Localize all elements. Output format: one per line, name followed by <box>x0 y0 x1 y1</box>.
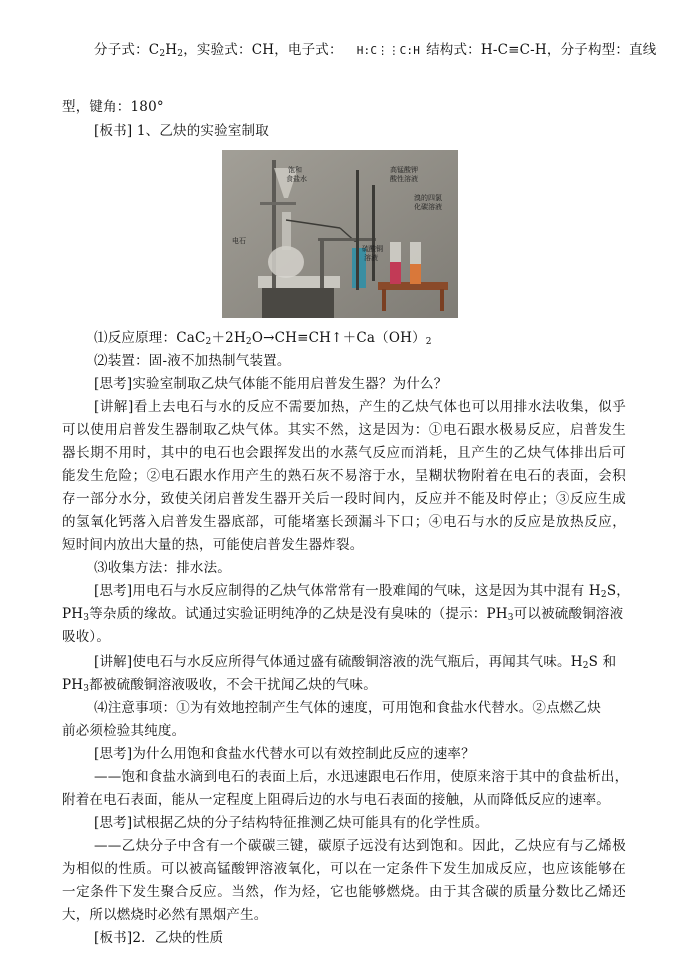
paragraph-line: ——饱和食盐水滴到电石的表面上后，水迅速跟电石作用，使原来溶于其中的食盐析出， <box>94 769 629 785</box>
formula-line <box>94 40 657 64</box>
board-heading: [板书]2．乙炔的性质 <box>94 930 224 946</box>
think-question: [思考]试根据乙炔的分子结构特征推测乙炔可能具有的化学性质。 <box>94 815 489 831</box>
text: PH <box>62 606 84 622</box>
text: S 和 <box>588 654 617 670</box>
subscript: 2 <box>582 661 589 671</box>
paragraph-line: ⑶收集方法：排水法。 <box>94 560 231 576</box>
paragraph-line: 短时间内放出大量的热，可能使启普发生器炸裂。 <box>62 537 364 553</box>
paragraph-line <box>62 859 626 879</box>
paragraph-line: $PH_3$等杂质的缘故。试通过实验证明纯净的乙炔是没有臭味的（提示：$PH_3$可以被硫酸铜溶液 <box>62 606 624 623</box>
apparatus-illustration <box>222 150 458 318</box>
subscript: 2 <box>425 337 432 347</box>
lewis-structure: H:C⋮⋮C:H <box>356 44 421 57</box>
label-kmno4-2: 酸性溶液 <box>390 175 418 183</box>
paragraph-line <box>62 443 626 463</box>
label-kmno4-1: 高锰酸钾 <box>390 166 418 174</box>
label-saltwater-1: 饱和 <box>288 166 302 174</box>
text: 都被硫酸铜溶液吸收，不会干扰闻乙炔的气味。 <box>89 677 377 693</box>
text: S， <box>606 583 630 599</box>
paragraph-line <box>62 489 626 509</box>
label-carbide: 电石 <box>232 237 246 245</box>
paragraph-line <box>62 420 626 440</box>
label-saltwater-2: 食盐水 <box>286 175 307 183</box>
paragraph-line: $PH_3$都被硫酸铜溶液吸收，不会干扰闻乙炔的气味。 <box>62 677 377 694</box>
text: ，实验式：CH，电子式： <box>183 42 343 58</box>
label-cuso4-2: 溶液 <box>364 254 378 262</box>
text: ＋2H <box>211 330 246 346</box>
subscript: 2 <box>159 49 166 59</box>
paragraph-line: ⑵装置：固-液不加热制气装置。 <box>94 353 291 369</box>
paragraph-line: 前必须检验其纯度。 <box>62 723 186 739</box>
subscript: 2 <box>205 337 212 347</box>
text: [讲解]使电石与水反应所得气体通过盛有硫酸铜溶液的洗气瓶后，再闻其气味。H <box>94 654 583 670</box>
text: 可以被硫酸铜溶液 <box>513 606 624 622</box>
text: 的氢氧化钙落入启普发生器底部，可能堵塞长颈漏斗下口；④电石与水的反应是放热反应， <box>62 514 626 530</box>
paragraph-line: 附着在电石表面，能从一定程度上阻碍后边的水与电石表面的接触，从而降低反应的速率。 <box>62 792 610 808</box>
text: H <box>165 42 178 58</box>
text: 等杂质的缘故。试通过实验证明纯净的乙炔是没有臭味的（提示：PH <box>89 606 508 622</box>
text: 结构式：H-C≡C-H，分子构型：直线 <box>426 42 657 58</box>
text: O→CH≡CH↑＋Ca（OH） <box>251 330 426 346</box>
board-heading: [板书] 1、乙炔的实验室制取 <box>94 123 269 139</box>
text: 可以使用启普发生器制取乙炔气体。其实不然，这是因为：①电石跟水极易反应，启普发生 <box>62 422 626 438</box>
text: ——乙炔分子中含有一个碳碳三键，碳原子远没有达到饱和。因此，乙炔应有与乙烯极 <box>94 838 626 854</box>
paragraph-line: 型，键角：180° <box>62 99 164 115</box>
subscript: 2 <box>245 337 252 347</box>
label-cuso4-1: 硫酸铜 <box>362 245 383 253</box>
paragraph-line: ⑷注意事项：①为有效地控制产生气体的速度，可用饱和食盐水代替水。②点燃乙炔 <box>94 700 601 716</box>
text: 器长期不用时，其中的电石也会跟挥发出的水蒸气反应而消耗，且产生的乙炔气体排出后可 <box>62 445 626 461</box>
apparatus-photo <box>222 150 458 318</box>
paragraph-line: 吸收）。 <box>62 629 111 645</box>
subscript: 2 <box>177 49 184 59</box>
label-bromine-1: 溴的四氯 <box>414 194 442 202</box>
text: 一定条件下发生聚合反应。当然，作为烃，它也能够燃烧。由于其含碳的质量分数比乙烯还 <box>62 884 626 900</box>
label-bromine-2: 化碳溶液 <box>414 203 442 211</box>
paragraph-line <box>62 466 626 486</box>
text: PH <box>62 677 84 693</box>
paragraph-line: 大，所以燃烧时必然有黑烟产生。 <box>62 907 268 923</box>
paragraph-line <box>94 581 630 605</box>
reaction-principle <box>94 328 432 352</box>
paragraph-line <box>62 512 626 532</box>
think-question: [思考]为什么用饱和食盐水代替水可以有效控制此反应的速率？ <box>94 746 475 762</box>
think-question: [思考]实验室制取乙炔气体能不能用启普发生器？为什么？ <box>94 376 448 392</box>
text: [讲解]看上去电石与水的反应不需要加热，产生的乙炔气体也可以用排水法收集，似乎 <box>94 399 626 415</box>
text: ⑴反应原理：CaC <box>94 330 206 346</box>
text: 为相似的性质。可以被高锰酸钾溶液氧化，可以在一定条件下发生加成反应，也应该能够在 <box>62 861 626 877</box>
paragraph-line <box>94 397 626 417</box>
text: 能发生危险；②电石跟水作用产生的熟石灰不易溶于水，呈糊状物附着在电石的表面，会积 <box>62 468 626 484</box>
paragraph-line <box>94 836 626 856</box>
text: [思考]用电石与水反应制得的乙炔气体常常有一股难闻的气味，这是因为其中混有 H <box>94 583 601 599</box>
text: 存一部分水分，致使关闭启普发生器开关后一段时间内，反应并不能及时停止；③反应生成 <box>62 491 626 507</box>
paragraph-line <box>94 652 616 676</box>
paragraph-line <box>62 882 626 902</box>
subscript: 2 <box>600 590 607 600</box>
text: 分子式：C <box>94 42 160 58</box>
